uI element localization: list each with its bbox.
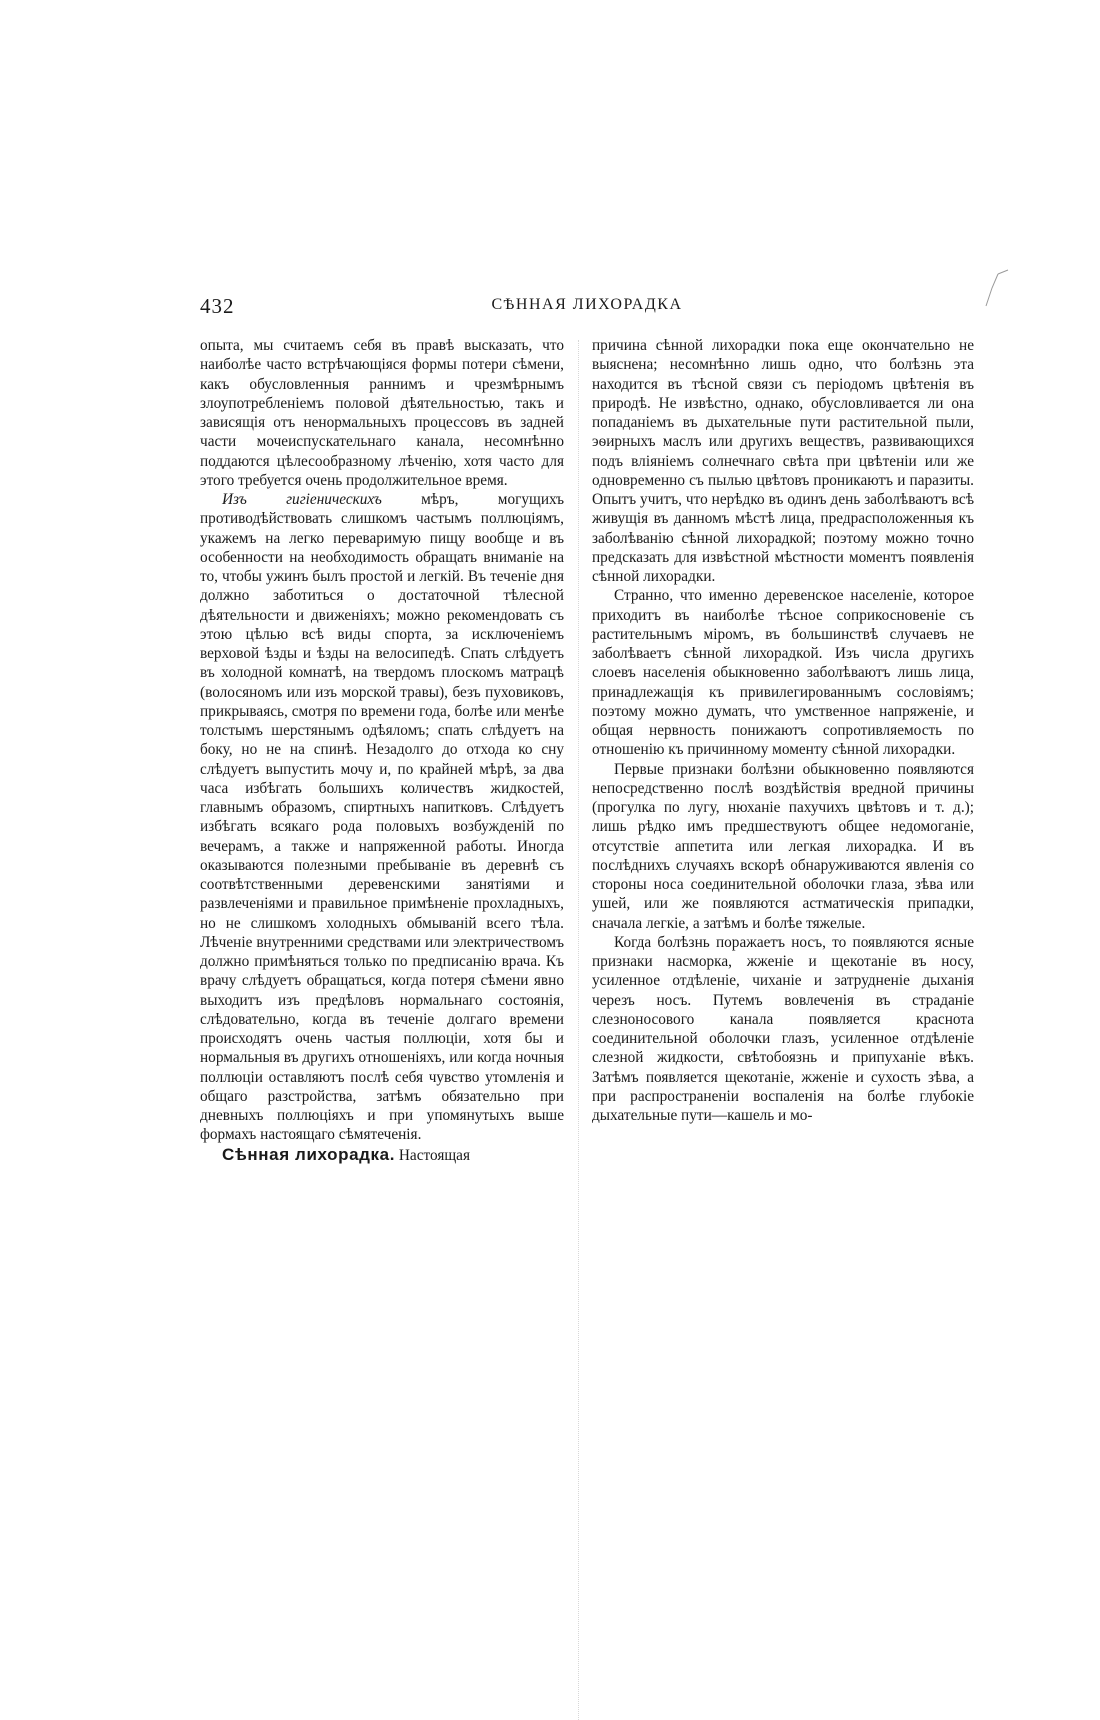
paragraph: Когда болѣзнь поражаетъ носъ, то появляются ясные признаки насморка, жженіе и щекотаніе въ носу, усиленное отдѣленіе, чиханіе и затрудненіе дыханія черезъ носъ. Путемъ вовлеченія въ страданіе слезноносового канала появляется краснота соединительной оболочки глазъ, усиленное отдѣленіе слезной жидкости, свѣтобоязнь и припуханіе вѣкъ. Затѣмъ появляется щекотаніе, жженіе и сухость зѣва, а при распространеніи воспаленія на болѣе глубокіе дыхательные пути—кашель и мо- [592,933,974,1124]
right-column [592,336,974,1125]
paragraph: Первые признаки болѣзни обыкновенно появляются непосредственно послѣ воздѣйствія вредной причины (прогулка по лугу, нюханіе пахучихъ цвѣтовъ и т. д.); лишь рѣдко имъ предшествуютъ общее недомоганіе, отсутствіе аппетита или легкая лихорадка. И въ послѣднихъ случаяхъ вскорѣ обнаруживаются явленія со стороны носа соединительной оболочки глаза, зѣва или ушей, или же появляются астматическія припадки, сначала легкіе, а затѣмъ и болѣе тяжелые. [592,760,974,932]
article-heading: Сѣнная лихорадка. [222,1144,396,1164]
page-corner-mark [984,268,1014,308]
left-column [200,336,564,1165]
paragraph: Странно, что именно деревенское населеніе, которое приходитъ въ наиболѣе тѣсное соприкосновеніе съ растительнымъ міромъ, въ большинствѣ случаевъ не заболѣваетъ сѣнной лихорадкой. Изъ числа другихъ слоевъ населенія обыкновенно заболѣваютъ лишь лица, принадлежащія къ привилегированнымъ сословіямъ; поэтому можно думать, что умственное напряженіе, и общая нервность понижаютъ сопротивляемость по отношенію къ причинному моменту сѣнной лихорадки. [592,587,974,759]
page-number: 432 [200,294,235,318]
italic-term: Изъ гигіеническихъ [222,491,382,508]
column-divider [578,340,579,1720]
paragraph [200,490,564,1145]
running-title: СѢННАЯ ЛИХОРАДКА [491,296,683,313]
paragraph [200,1145,564,1165]
page-header [200,294,974,324]
paragraph: опыта, мы считаемъ себя въ правѣ высказать, что наиболѣе часто встрѣчающіяся формы потери сѣмени, какъ обусловленныя раннимъ и чрезмѣрнымъ злоупотребленіемъ половой дѣятельностью, такъ и зависящія отъ ненормальныхъ процессовъ въ задней части мочеиспускательнаго канала, несомнѣнно поддаются цѣлесообразному лѣченію, хотя часто для этого требуется очень продолжительное время. [200,337,564,489]
paragraph: причина сѣнной лихорадки пока еще окончательно не выяснена; несомнѣнно лишь одно, что болѣзнь эта находится въ тѣсной связи съ періодомъ цвѣтенія въ природѣ. Не извѣстно, однако, обусловливается ли она попаданіемъ въ дыхательные пути растительной пыли, эѳирныхъ маслъ или другихъ веществъ, развивающихся подъ вліяніемъ солнечнаго свѣта при цвѣтеніи или же одновременно съ пылью цвѣтовъ проникаютъ и паразиты. Опытъ учитъ, что нерѣдко въ одинъ день заболѣваютъ всѣ живущія въ данномъ мѣстѣ лица, предрасположенныя къ заболѣванію сѣнной лихорадкой; поэтому можно точно предсказать для извѣстной мѣстности моментъ появленія сѣнной лихорадки. [592,337,974,585]
paragraph-text: Настоящая [395,1146,470,1164]
paragraph-text: мѣръ, могущихъ противодѣйствовать слишкомъ частымъ поллюціямъ, укажемъ на легко переваримую пищу вообще и въ особенности на необходимость обращать вниманіе на то, чтобы ужинъ былъ простой и легкій. Въ теченіе дня должно заботиться о достаточной тѣлесной дѣятельности и движеніяхъ; можно рекомендовать съ этою цѣлью всѣ виды спорта, за исключеніемъ верховой ѣзды и ѣзды на велосипедѣ. Спать слѣдуетъ въ холодной комнатѣ, на твердомъ плоскомъ матрацѣ (волосяномъ или изъ морской травы), безъ пуховиковъ, прикрываясь, смотря по времени года, болѣе или менѣе толстымъ шерстянымъ одѣяломъ; спать слѣдуетъ на боку, но не на спинѣ. Незадолго до отхода ко сну слѣдуетъ выпустить мочу и, по крайней мѣрѣ, за два часа избѣгать большихъ количествъ жидкостей, главнымъ образомъ, спиртныхъ напитковъ. Слѣдуетъ избѣгать всякаго рода половыхъ возбужденій по вечерамъ, а также и напряженной работы. Иногда оказываются полезными пребываніе въ деревнѣ съ соотвѣтственными деревенскими занятіями и развлеченіями и правильное примѣненіе прохладныхъ, но не слишкомъ холодныхъ обмываній всего тѣла. Лѣченіе внутренними средствами или электричествомъ должно примѣняться только по предписанію врача. Къ врачу слѣдуетъ обращаться, когда потеря сѣмени явно выходитъ изъ предѣловъ нормальнаго состоянія, слѣдовательно, когда въ теченіе долгаго времени происходятъ очень частыя поллюціи, хотя бы и нормальныя въ другихъ отношеніяхъ, или когда ночныя поллюціи оставляютъ послѣ себя чувство утомленія и общаго разстройства, затѣмъ обязательно при дневныхъ поллюціяхъ и при упомянутыхъ выше формахъ настоящаго сѣмятеченія. [200,491,565,1144]
